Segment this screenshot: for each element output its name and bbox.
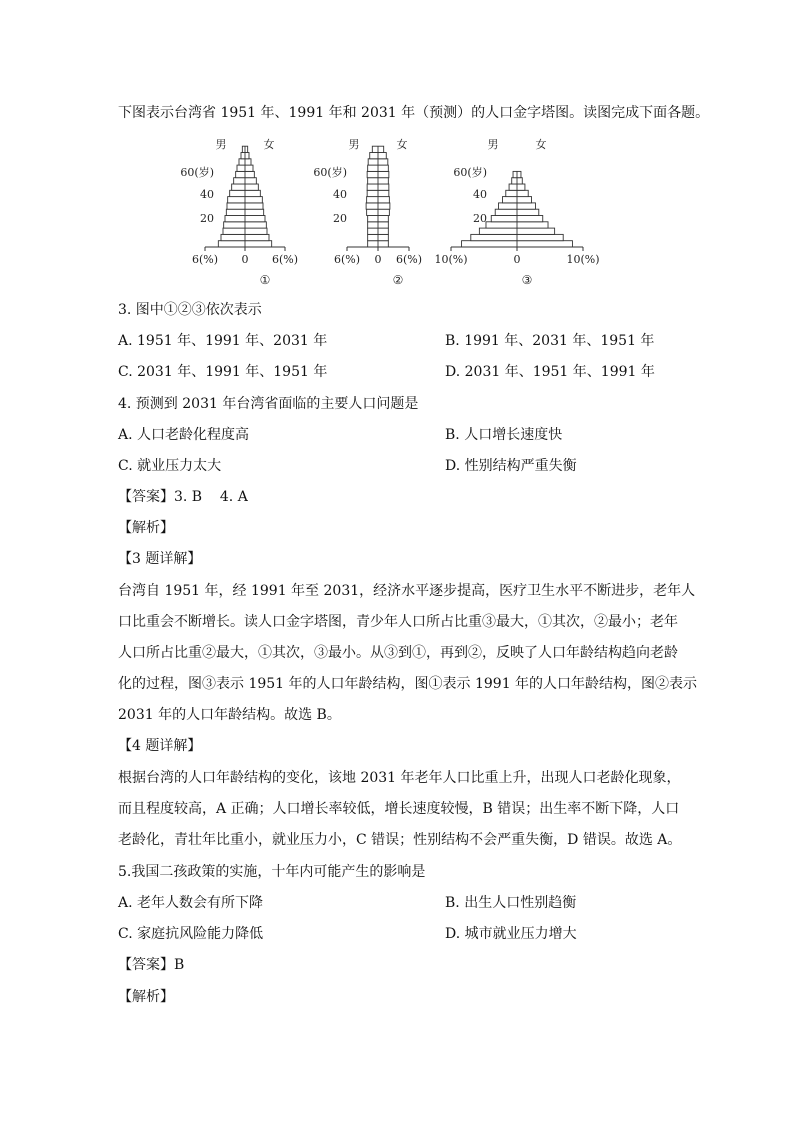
- pyramid-2-x-zero-label: 0: [374, 253, 382, 266]
- pyramid-3-x-left-label: 10(%): [434, 253, 468, 266]
- pyramid-1-male-label: 男: [215, 138, 227, 151]
- q3-option-a: A. 1951 年、1991 年、2031 年: [118, 333, 328, 349]
- detail-3-line-3: 人口所占比重②最大，①其次，③最小。从③到①，再到②，反映了人口年龄结构趋向老龄: [118, 645, 678, 661]
- pyramid-1-x-left-label: 6(%): [191, 253, 219, 266]
- q4-option-b: B. 人口增长速度快: [445, 427, 563, 443]
- population-pyramid-figure: [180, 132, 610, 292]
- pyramid-2-female-label: 女: [396, 138, 408, 151]
- analysis-heading-2: 【解析】: [118, 989, 174, 1005]
- pyramid-3-x-right-label: 10(%): [566, 253, 600, 266]
- pyramid-3-male-label: 男: [487, 138, 499, 151]
- pyramid-3-age-label: 20: [473, 212, 487, 225]
- pyramid-2-x-left-label: 6(%): [333, 253, 361, 266]
- q5-option-a: A. 老年人数会有所下降: [118, 895, 264, 911]
- q3-option-b: B. 1991 年、2031 年、1951 年: [445, 333, 655, 349]
- detail-3-line-5: 2031 年的人口年龄结构。故选 B。: [118, 707, 341, 723]
- pyramid-2-x-right-label: 6(%): [395, 253, 423, 266]
- question-5-stem: 5.我国二孩政策的实施，十年内可能产生的影响是: [118, 864, 426, 880]
- detail-3-line-1: 台湾自 1951 年，经 1991 年至 2031，经济水平逐步提高，医疗卫生水平不断进步，老年人: [118, 583, 696, 599]
- pyramid-1-age-label: 20: [200, 212, 214, 225]
- detail-3-heading: 【3 题详解】: [118, 551, 202, 567]
- q5-option-d: D. 城市就业压力增大: [445, 926, 577, 942]
- pyramid-1-age-label: 60(岁): [180, 166, 214, 179]
- pyramid-3-female-label: 女: [535, 138, 547, 151]
- detail-4-line-1: 根据台湾的人口年龄结构的变化，该地 2031 年老年人口比重上升，出现人口老龄化现象，: [118, 770, 681, 786]
- q4-option-d: D. 性别结构严重失衡: [445, 458, 577, 474]
- pyramid-2-number-label: ②: [392, 273, 404, 287]
- pyramid-1-x-right-label: 6(%): [271, 253, 299, 266]
- detail-4-line-3: 老龄化，青壮年比重小，就业压力小，C 错误；性别结构不会严重失衡，D 错误。故选 A。: [118, 832, 682, 848]
- q3-option-d: D. 2031 年、1951 年、1991 年: [445, 364, 655, 380]
- q4-option-c: C. 就业压力太大: [118, 458, 222, 474]
- pyramid-1-number-label: ①: [259, 273, 271, 287]
- q5-option-b: B. 出生人口性别趋衡: [445, 895, 577, 911]
- pyramid-1-female-label: 女: [263, 138, 275, 151]
- question-3-stem: 3. 图中①②③依次表示: [118, 302, 262, 318]
- question-4-stem: 4. 预测到 2031 年台湾省面临的主要人口问题是: [118, 396, 419, 412]
- q4-option-a: A. 人口老龄化程度高: [118, 427, 250, 443]
- pyramid-3-number-label: ③: [521, 273, 533, 287]
- pyramid-2-age-label: 60(岁): [313, 166, 347, 179]
- answer-line-2: 【答案】B: [118, 957, 185, 973]
- pyramid-3-age-label: 60(岁): [453, 166, 487, 179]
- analysis-heading-1: 【解析】: [118, 520, 174, 536]
- pyramid-2-male-label: 男: [348, 138, 360, 151]
- pyramid-3-age-label: 40: [473, 188, 487, 201]
- pyramid-3-x-zero-label: 0: [513, 253, 521, 266]
- pyramid-1-x-zero-label: 0: [241, 253, 249, 266]
- q3-option-c: C. 2031 年、1991 年、1951 年: [118, 364, 328, 380]
- pyramid-1-age-label: 40: [200, 188, 214, 201]
- population-pyramids: [180, 132, 610, 292]
- detail-3-line-2: 口比重会不断增长。读人口金字塔图，青少年人口所占比重③最大，①其次，②最小；老年: [118, 614, 678, 630]
- q5-option-c: C. 家庭抗风险能力降低: [118, 926, 264, 942]
- pyramid-2-age-label: 20: [333, 212, 347, 225]
- pyramid-2-age-label: 40: [333, 188, 347, 201]
- detail-4-line-2: 而且程度较高，A 正确；人口增长率较低，增长速度较慢，B 错误；出生率不断下降，人口: [118, 801, 680, 817]
- detail-4-heading: 【4 题详解】: [118, 738, 202, 754]
- detail-3-line-4: 化的过程，图③表示 1951 年的人口年龄结构，图①表示 1991 年的人口年龄结构，图②表示: [118, 676, 698, 692]
- answer-line-1: 【答案】3. B 4. A: [118, 489, 248, 505]
- intro-text: 下图表示台湾省 1951 年、1991 年和 2031 年（预测）的人口金字塔图。读图完成下面各题。: [118, 105, 710, 121]
